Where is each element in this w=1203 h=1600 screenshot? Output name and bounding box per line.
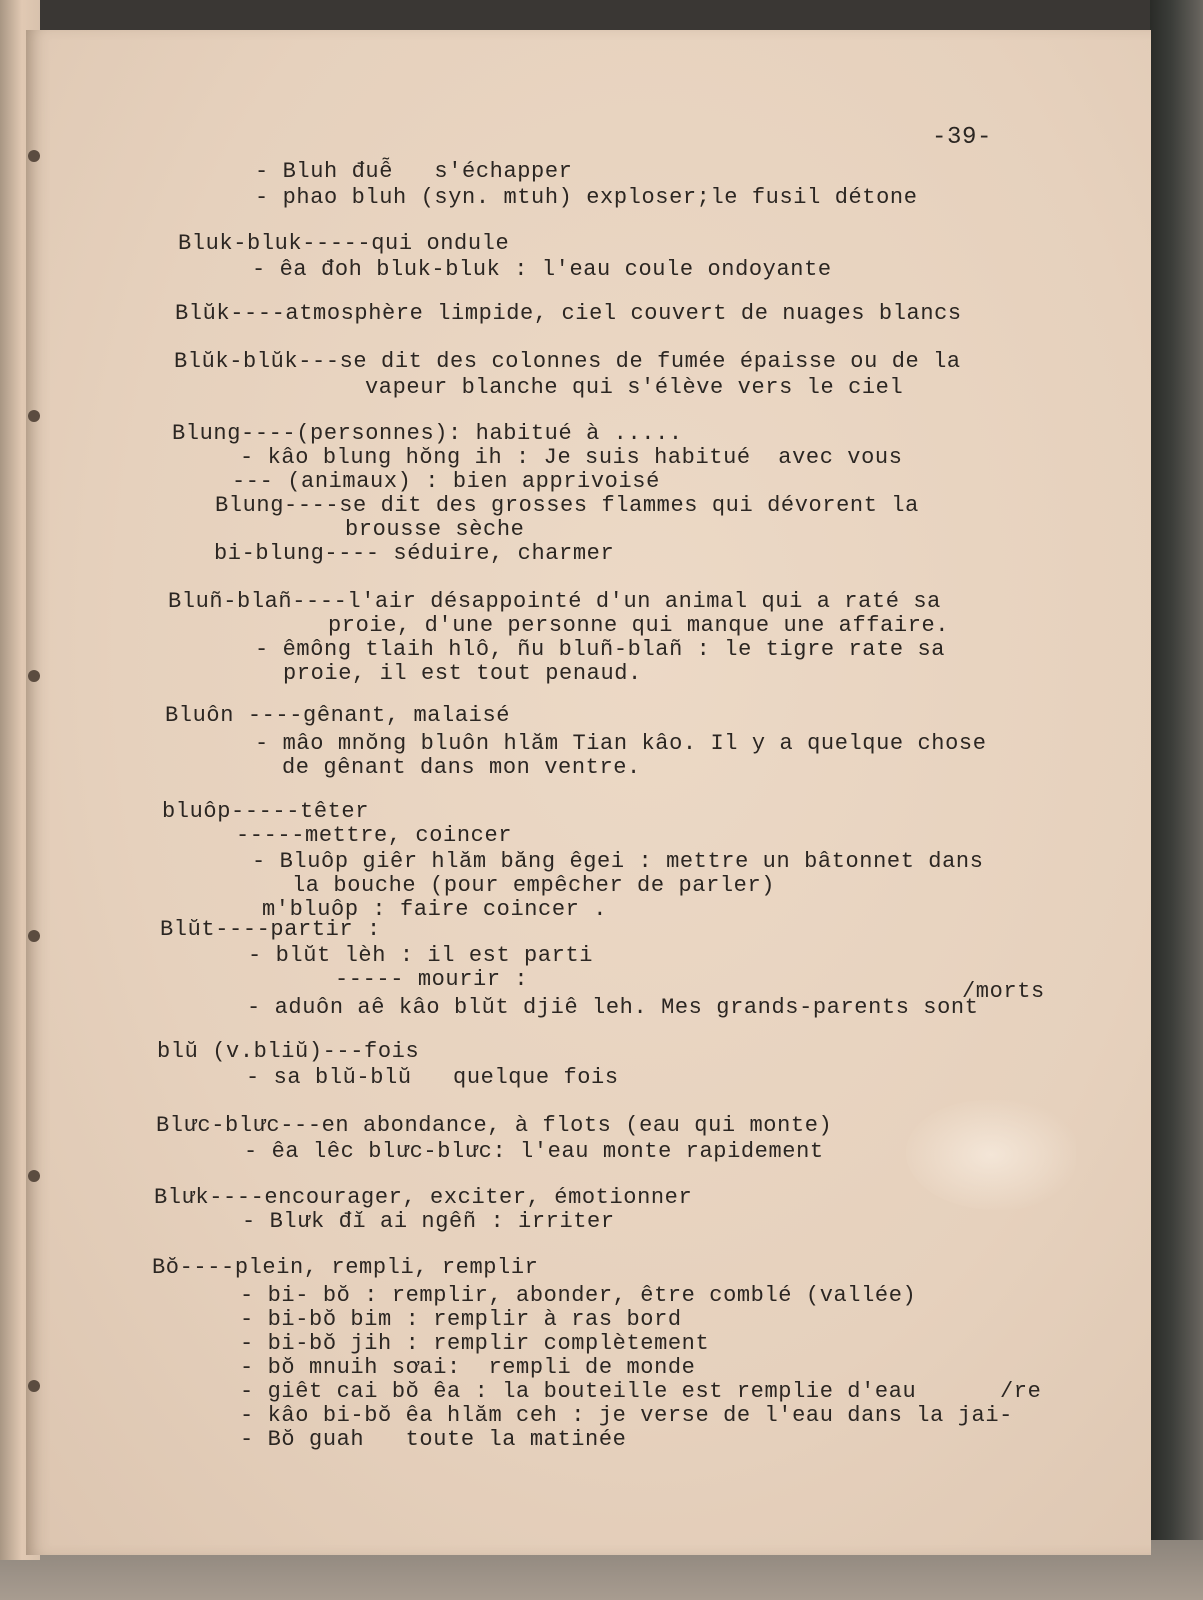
entry-line: - Bluh đuễ s'échapper: [255, 159, 573, 184]
entry-line: - bi-bŏ bim : remplir à ras bord: [240, 1307, 682, 1332]
entry-line: - kâo blung hŏng ih : Je suis habitué avec vous: [240, 445, 903, 470]
entry-line: - blŭt lèh : il est parti: [248, 943, 594, 968]
entry-line: proie, il est tout penaud.: [283, 661, 642, 686]
entry-headword-line: Blŭk-blŭk---se dit des colonnes de fumée épaisse ou de la: [174, 349, 961, 374]
entry-line: - êmông tlaih hlô, ñu bluñ-blañ : le tigre rate sa: [255, 637, 946, 662]
entry-line: - Bŏ guah toute la matinée: [240, 1427, 627, 1452]
binding-hole: [28, 670, 40, 682]
binding-hole: [28, 410, 40, 422]
entry-line: proie, d'une personne qui manque une affaire.: [328, 613, 950, 638]
binding-hole: [28, 930, 40, 942]
entry-line: bi-blung---- séduire, charmer: [214, 541, 615, 566]
entry-line: - mâo mnŏng bluôn hlăm Tian kâo. Il y a quelque chose: [255, 731, 987, 756]
entry-headword-line: bluôp-----têter: [162, 799, 370, 824]
entry-headword-line: Bluk-bluk-----qui ondule: [178, 231, 510, 256]
entry-line: - sa blŭ-blŭ quelque fois: [246, 1065, 619, 1090]
entry-line: /morts: [962, 979, 1045, 1004]
page-number: -39-: [932, 124, 993, 151]
entry-headword-line: Bŏ----plein, rempli, remplir: [152, 1255, 539, 1280]
entry-line: ----- mourir :: [335, 967, 529, 992]
entry-line: - aduôn aê kâo blŭt djiê leh. Mes grands-parents sont: [247, 995, 979, 1020]
entry-line: - Bluôp giêr hlăm băng êgei : mettre un bâtonnet dans: [252, 849, 984, 874]
entry-line: - êa đoh bluk-bluk : l'eau coule ondoyante: [252, 257, 832, 282]
binding-hole: [28, 1170, 40, 1182]
entry-line: - giêt cai bŏ êa : la bouteille est remplie d'eau: [240, 1379, 917, 1404]
entry-line: - êa lêc blưc-blưc: l'eau monte rapidement: [244, 1139, 824, 1164]
entry-line: - bŏ mnuih sơai: rempli de monde: [240, 1355, 696, 1380]
entry-line: --- (animaux) : bien apprivoisé: [232, 469, 660, 494]
entry-headword-line: blŭ (v.bliŭ)---fois: [157, 1039, 420, 1064]
entry-line: brousse sèche: [345, 517, 525, 542]
book-cover-edge: [1150, 0, 1203, 1600]
entry-line: - bi-bŏ jih : remplir complètement: [240, 1331, 710, 1356]
binding-hole: [28, 1380, 40, 1392]
entry-line: Blung----se dit des grosses flammes qui dévorent la: [215, 493, 919, 518]
entry-line: /re: [1000, 1379, 1042, 1404]
entry-headword-line: Bluñ-blañ----l'air désappointé d'un animal qui a raté sa: [168, 589, 941, 614]
entry-headword-line: Blung----(personnes): habitué à .....: [172, 421, 683, 446]
entry-headword-line: Blưc-blưc---en abondance, à flots (eau qui monte): [156, 1113, 833, 1138]
entry-line: de gênant dans mon ventre.: [282, 755, 641, 780]
entry-headword-line: Bluôn ----gênant, malaisé: [165, 703, 511, 728]
paper-stain: [906, 1100, 1076, 1210]
entry-line: vapeur blanche qui s'élève vers le ciel: [365, 375, 904, 400]
entry-line: la bouche (pour empêcher de parler): [292, 873, 776, 898]
entry-headword-line: Blŭk----atmosphère limpide, ciel couvert de nuages blancs: [175, 301, 962, 326]
entry-line: - bi- bŏ : remplir, abonder, être comblé (vallée): [240, 1283, 917, 1308]
binding-hole: [28, 150, 40, 162]
entry-headword-line: Blưk----encourager, exciter, émotionner: [154, 1185, 693, 1210]
entry-line: - kâo bi-bŏ êa hlăm ceh : je verse de l'eau dans la jai-: [240, 1403, 1013, 1428]
entry-line: -----mettre, coincer: [236, 823, 513, 848]
entry-line: m'bluôp : faire coincer .: [262, 897, 608, 922]
entry-headword-line: Blŭt----partir :: [160, 917, 381, 942]
entry-line: - Blưk đĭ ai ngêñ : irriter: [242, 1209, 615, 1234]
entry-line: - phao bluh (syn. mtuh) exploser;le fusil détone: [255, 185, 918, 210]
